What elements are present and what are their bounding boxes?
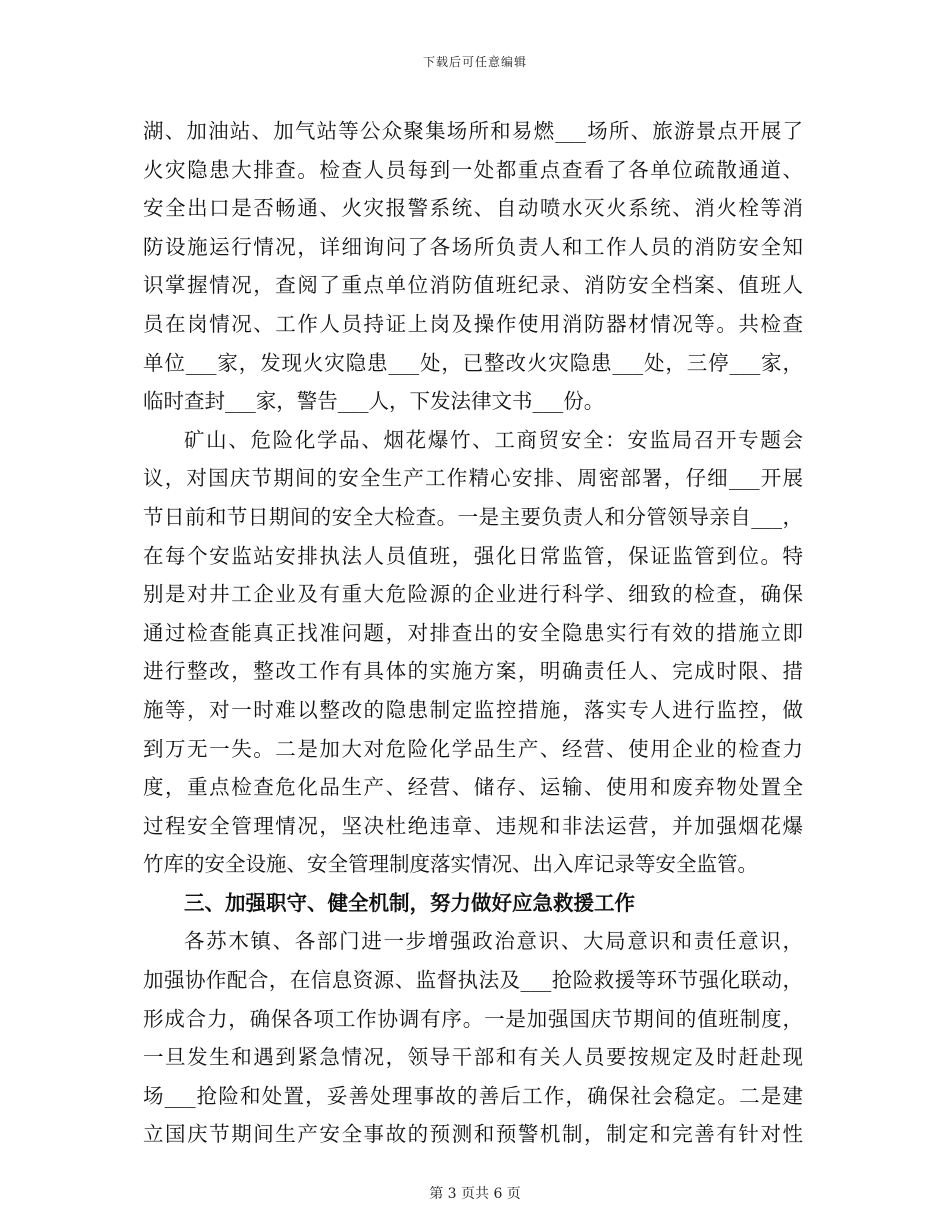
text-line: 度，重点检查危化品生产、经营、储存、运输、使用和废弃物处置全 [143,775,803,800]
page-header: 下载后可任意编辑 [422,55,527,69]
text-line: 安全出口是否畅通、火灾报警系统、自动喷水灭火系统、消火栓等消 [143,196,803,221]
text-line: 一旦发生和遇到紧急情况，领导干部和有关人员要按规定及时赶赴现 [143,1045,803,1070]
text-line: 过程安全管理情况，坚决杜绝违章、违规和非法运营，并加强烟花爆 [143,813,803,838]
text-line: 在每个安监站安排执法人员值班，强化日常监管，保证监管到位。特 [143,543,803,568]
text-line: 湖、加油站、加气站等公众聚集场所和易燃___场所、旅游景点开展了 [143,119,803,143]
text-line: 火灾隐患大排查。检查人员每到一处都重点查看了各单位疏散通道、 [143,157,803,182]
text-line: 加强协作配合，在信息资源、监督执法及___抢险救援等环节强化联动， [143,968,803,993]
text-line: 防设施运行情况，详细询问了各场所负责人和工作人员的消防安全知 [143,234,803,259]
text-line: 形成合力，确保各项工作协调有序。一是加强国庆节期间的值班制度， [143,1006,803,1031]
text-line: 施等，对一时难以整改的隐患制定监控措施，落实专人进行监控，做 [143,697,803,722]
text-line: 员在岗情况、工作人员持证上岗及操作使用消防器材情况等。共检查 [143,311,803,336]
text-line: 到万无一失。二是加大对危险化学品生产、经营、使用企业的检查力 [143,736,803,761]
text-line: 进行整改，整改工作有具体的实施方案，明确责任人、完成时限、措 [143,659,803,684]
text-line: 识掌握情况，查阅了重点单位消防值班纪录、消防安全档案、值班人 [143,273,803,298]
document-body [143,112,803,1154]
text-line: 场___抢险和处置，妥善处理事故的善后工作，确保社会稳定。二是建 [143,1083,803,1108]
text-line: 竹库的安全设施、安全管理制度落实情况、出入库记录等安全监管。 [143,852,758,877]
text-line: 别是对井工企业及有重大危险源的企业进行科学、细致的检查，确保 [143,582,803,607]
text-line: 矿山、危险化学品、烟花爆竹、工商贸安全：安监局召开专题会 [184,427,803,452]
text-line: 临时查封___家，警告___人，下发法律文书___份。 [143,389,605,414]
text-line: 通过检查能真正找准问题，对排查出的安全隐患实行有效的措施立即 [143,620,803,645]
text-line: 立国庆节期间生产安全事故的预测和预警机制，制定和完善有针对性 [143,1122,803,1147]
page-footer: 第 3 页共 6 页 [429,1186,521,1202]
text-line: 单位___家，发现火灾隐患___处，已整改火灾隐患___处，三停___家， [143,350,803,375]
text-line: 议，对国庆节期间的安全生产工作精心安排、周密部署，仔细___开展 [143,466,803,491]
text-line: 各苏木镇、各部门进一步增强政治意识、大局意识和责任意识， [184,929,803,954]
section-heading: 三、加强职守、健全机制，努力做好应急救援工作 [184,890,635,915]
text-line: 节日前和节日期间的安全大检查。一是主要负责人和分管领导亲自___， [143,504,803,529]
